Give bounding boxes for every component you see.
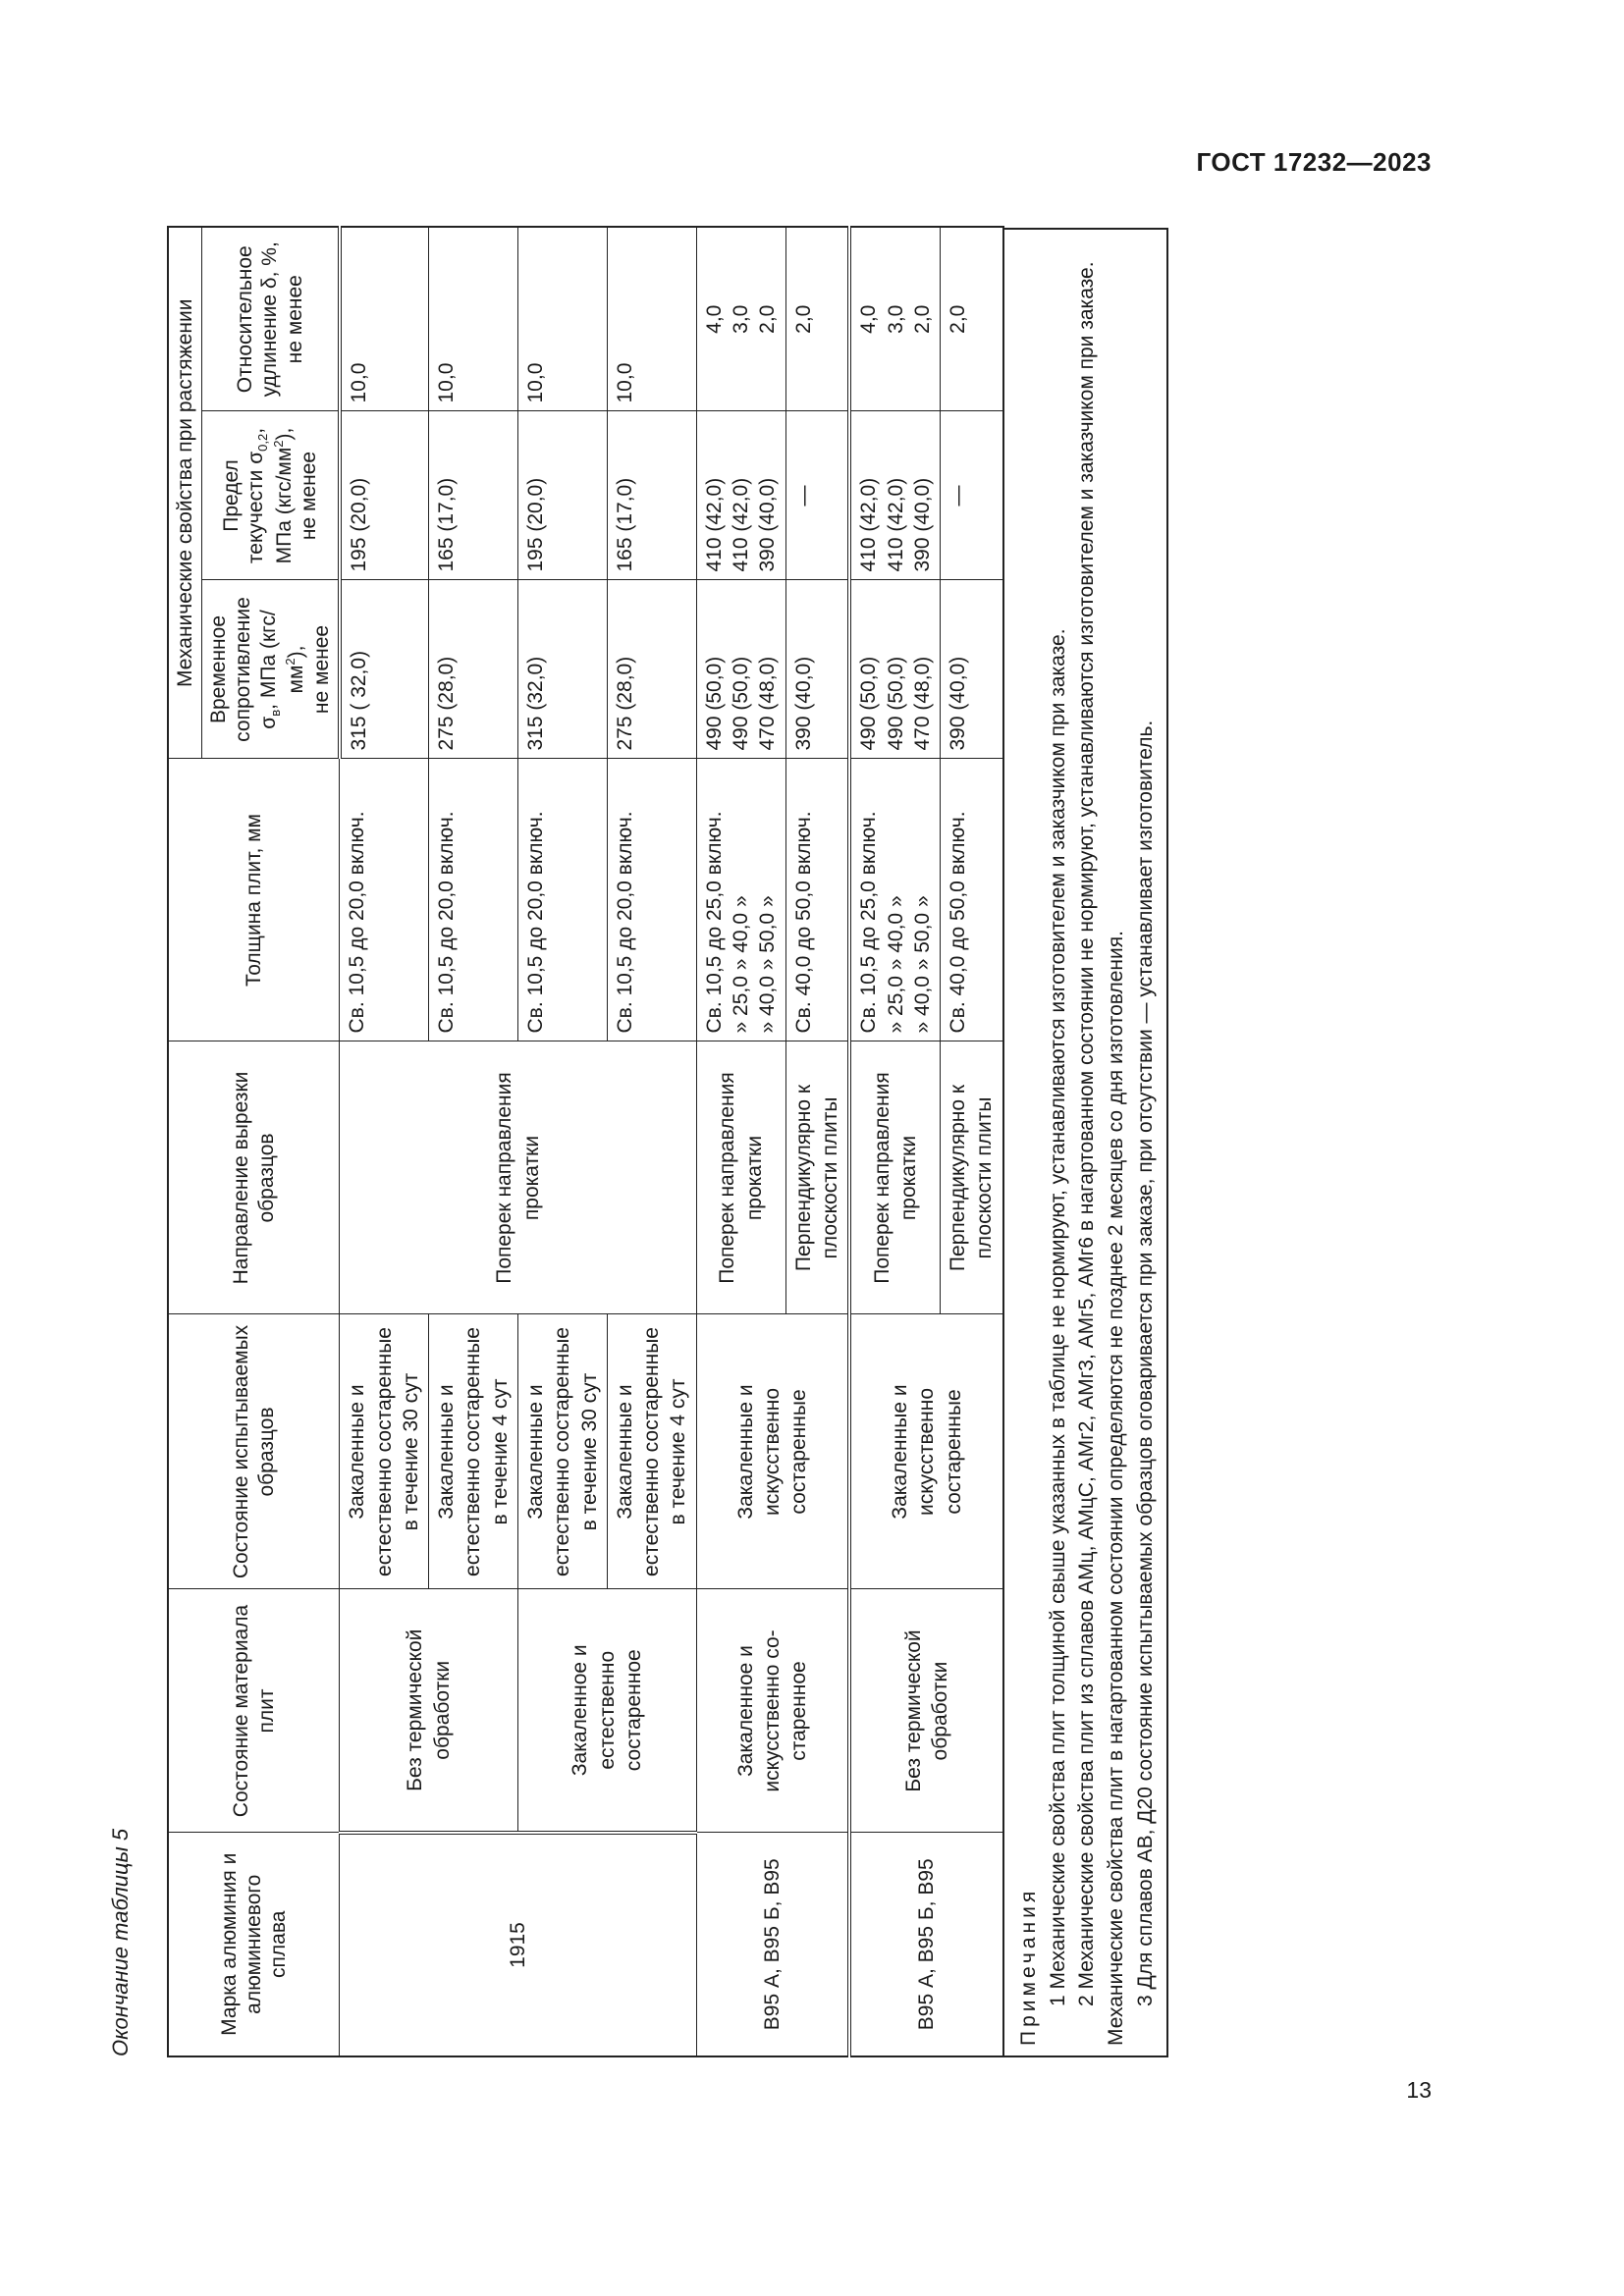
yield-value: 195 (20,0) bbox=[518, 411, 608, 580]
yield-value: 195 (20,0) bbox=[340, 411, 429, 580]
elongation-value: 10,0 bbox=[340, 227, 429, 411]
cut-direction: Поперек направления прокатки bbox=[340, 1041, 697, 1314]
thickness: Св. 10,5 до 20,0 включ. bbox=[607, 759, 696, 1041]
yield-value: — bbox=[941, 411, 1003, 580]
material-state-quenched-artificial: Закаленное и искусственно со-старенное bbox=[696, 1589, 849, 1833]
grade-b95: В95 А, В95 Б, В95 bbox=[696, 1833, 849, 2056]
sample-state: Закаленные и искусственно состаренные bbox=[696, 1314, 849, 1589]
tensile-value: 315 ( 32,0) bbox=[340, 580, 429, 759]
note-1: 1 Механические свойства плит толщиной свыше указанных в таблице не нормируют, устанавливаются изготовителем и заказчиком при заказе. bbox=[1046, 628, 1069, 2006]
cut-direction: Поперек направления прокатки bbox=[696, 1041, 785, 1314]
header-row bbox=[168, 227, 202, 2056]
table-notes bbox=[1004, 228, 1168, 2057]
yield-list: 410 (42,0) 410 (42,0) 390 (40,0) bbox=[849, 411, 940, 580]
material-state-quenched-natural: Закаленное и естественно состаренное bbox=[518, 1589, 697, 1833]
tensile-value: 390 (40,0) bbox=[941, 580, 1003, 759]
thickness: Св. 40,0 до 50,0 включ. bbox=[941, 759, 1003, 1041]
sample-state: Закаленные и естественно состаренные в течение 30 сут bbox=[340, 1314, 429, 1589]
elongation-value: 10,0 bbox=[607, 227, 696, 411]
thickness: Св. 40,0 до 50,0 включ. bbox=[785, 759, 849, 1041]
thickness-list: Св. 10,5 до 25,0 включ. » 25,0 » 40,0 » » 40,0 » 50,0 » bbox=[696, 759, 785, 1041]
cut-direction: Поперек направления прокатки bbox=[849, 1041, 940, 1314]
grade-b95: В95 А, В95 Б, В95 bbox=[849, 1833, 1002, 2056]
header-yield-strength: Предел текучести $\sigma_{0,2}$, МПа $(кгс/мм^2)$, не менее bbox=[202, 411, 340, 580]
header-tensile-strength: Временное сопротивление $\sigma_в$, МПа $(кгс/мм^2)$, не менее bbox=[202, 580, 340, 759]
tensile-value: 390 (40,0) bbox=[785, 580, 849, 759]
sample-state: Закаленные и искусственно состаренные bbox=[849, 1314, 1002, 1589]
table-row bbox=[849, 227, 940, 2056]
grade-1915: 1915 bbox=[340, 1833, 697, 2056]
page-number: 13 bbox=[1406, 2077, 1432, 2103]
elongation-value: 2,0 bbox=[785, 227, 849, 411]
header-grade: Марка алюминия и алюминиевого сплава bbox=[168, 1833, 340, 2056]
cut-direction: Перпендикулярно к плоскости плиты bbox=[785, 1041, 849, 1314]
notes-title: Примечания bbox=[1016, 1887, 1040, 2046]
elongation-list: 4,0 3,0 2,0 bbox=[849, 227, 940, 411]
table-row bbox=[340, 227, 429, 2056]
elongation-value: 10,0 bbox=[429, 227, 518, 411]
tensile-list: 490 (50,0) 490 (50,0) 470 (48,0) bbox=[696, 580, 785, 759]
note-2: 2 Механические свойства плит из сплавов АМц, АМцС, АМг2, АМг3, АМг5, АМг6 в нагартованном состоянии не нормируют, устанавливаются изготовителем и заказчиком при заказе. Механические свойства плит в нагартованном состоянии определяются не позднее 2 месяцев со дня изготовления. bbox=[1075, 261, 1128, 2046]
elongation-list: 4,0 3,0 2,0 bbox=[696, 227, 785, 411]
header-material-state: Состояние материала плит bbox=[168, 1589, 340, 1833]
cut-direction: Перпендикулярно к плоскости плиты bbox=[941, 1041, 1003, 1314]
rotated-table-block bbox=[167, 228, 1426, 2057]
sample-state: Закаленные и естественно состаренные в течение 30 сут bbox=[518, 1314, 608, 1589]
tensile-value: 275 (28,0) bbox=[607, 580, 696, 759]
tensile-value: 315 (32,0) bbox=[518, 580, 608, 759]
elongation-value: 2,0 bbox=[941, 227, 1003, 411]
yield-value: — bbox=[785, 411, 849, 580]
properties-table bbox=[167, 226, 1004, 2057]
yield-value: 165 (17,0) bbox=[607, 411, 696, 580]
document-code: ГОСТ 17232—2023 bbox=[1196, 147, 1432, 177]
header-elongation: Относительное удлинение δ, %, не менее bbox=[202, 227, 340, 411]
thickness-list: Св. 10,5 до 25,0 включ. » 25,0 » 40,0 » » 40,0 » 50,0 » bbox=[849, 759, 940, 1041]
note-3: 3 Для сплавов АВ, Д20 состояние испытываемых образцов оговаривается при заказе, при отсутствии — устанавливает изготовитель. bbox=[1134, 720, 1157, 2006]
thickness: Св. 10,5 до 20,0 включ. bbox=[429, 759, 518, 1041]
elongation-value: 10,0 bbox=[518, 227, 608, 411]
material-state-no-heat: Без термической обработки bbox=[340, 1589, 518, 1833]
sample-state: Закаленные и естественно состаренные в течение 4 сут bbox=[607, 1314, 696, 1589]
yield-value: 165 (17,0) bbox=[429, 411, 518, 580]
yield-list: 410 (42,0) 410 (42,0) 390 (40,0) bbox=[696, 411, 785, 580]
header-sample-state: Состояние испытываемых образцов bbox=[168, 1314, 340, 1589]
table-caption: Окончание таблицы 5 bbox=[108, 1828, 133, 2056]
header-mechanical-properties: Механические свойства при растяжении bbox=[168, 227, 202, 759]
header-thickness: Толщина плит, мм bbox=[168, 759, 340, 1041]
sample-state: Закаленные и естественно состаренные в течение 4 сут bbox=[429, 1314, 518, 1589]
tensile-value: 275 (28,0) bbox=[429, 580, 518, 759]
thickness: Св. 10,5 до 20,0 включ. bbox=[518, 759, 608, 1041]
tensile-list: 490 (50,0) 490 (50,0) 470 (48,0) bbox=[849, 580, 940, 759]
table-row bbox=[696, 227, 785, 2056]
thickness: Св. 10,5 до 20,0 включ. bbox=[340, 759, 429, 1041]
material-state-no-heat: Без термической обработки bbox=[849, 1589, 1002, 1833]
header-cut-direction: Направление вырезки образцов bbox=[168, 1041, 340, 1314]
